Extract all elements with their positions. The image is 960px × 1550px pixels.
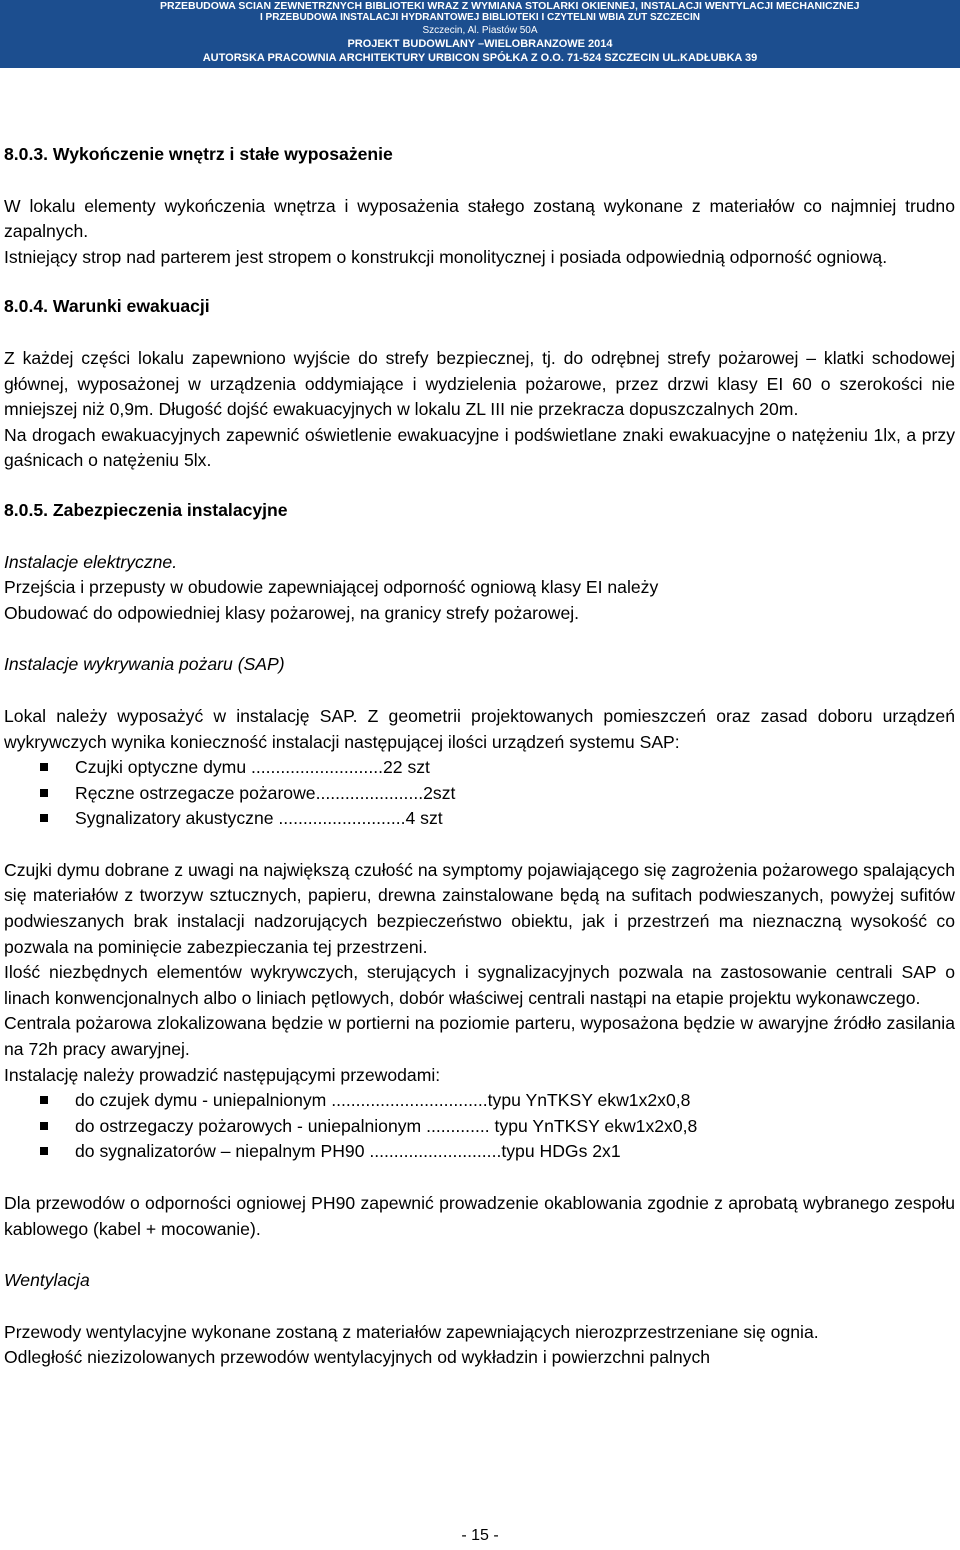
header-company: AUTORSKA PRACOWNIA ARCHITEKTURY URBICON SPÓŁKA Z O.O. 71-524 SZCZECIN UL.KADŁUBKA 39 bbox=[202, 52, 758, 64]
paragraph: W lokalu elementy wykończenia wnętrza i wyposażenia stałego zostaną wykonane z materiałów co najmniej trudno zapalnych. bbox=[4, 195, 955, 242]
page-number: - 15 - bbox=[461, 1527, 499, 1544]
list-item: Czujki optyczne dymu ...........................22 szt bbox=[4, 755, 955, 781]
subsection-title-sap: Instalacje wykrywania pożaru (SAP) bbox=[4, 654, 285, 675]
subsection-title-electrical: Instalacje elektryczne. bbox=[4, 551, 178, 572]
section-heading-803: 8.0.3. Wykończenie wnętrz i stałe wyposażenie bbox=[4, 144, 393, 164]
section-heading-805: 8.0.5. Zabezpieczenia instalacyjne bbox=[4, 499, 288, 520]
paragraph: Obudować do odpowiedniej klasy pożarowej, na granicy strefy pożarowej. bbox=[4, 602, 580, 623]
paragraph: Odległość niezizolowanych przewodów wentylacyjnych od wykładzin i powierzchni palnych bbox=[4, 1347, 711, 1368]
header-project-line-2: I PRZEBUDOWA INSTALACJI HYDRANTOWEJ BIBLIOTEKI I CZYTELNI WBIA ZUT SZCZECIN bbox=[260, 12, 700, 23]
paragraph: Dla przewodów o odporności ogniowej PH90 zapewnić prowadzenie okablowania zgodnie z aprobatą wybranego zespołu kablowego (kabel + mocowanie). bbox=[4, 1193, 955, 1239]
cable-list bbox=[4, 1088, 955, 1165]
section-heading-804: 8.0.4. Warunki ewakuacji bbox=[4, 296, 210, 317]
paragraph: Przewody wentylacyjne wykonane zostaną z materiałów zapewniających nierozprzestrzeniane się ognia. bbox=[4, 1321, 819, 1342]
paragraph: Istniejący strop nad parterem jest stropem o konstrukcji monolitycznej i posiada odpowiednią odporność ogniową. bbox=[4, 246, 888, 267]
document-body bbox=[4, 142, 955, 1371]
paragraph: Czujki dymu dobrane z uwagi na największą czułość na symptomy pojawiającego się zagrożenia pożarowego spalających się materiałów z tworzyw sztucznych, papieru, drewna zainstalowane będą na sufitach podwieszanych, powyżej sufitów podwieszanych brak instalacji nadzorujących bezpieczeństwo obiektu, jak i przestrzeń ma nieznaczną wysokość co pozwala na pominięcie zabezpieczania tej przestrzeni. bbox=[4, 859, 955, 957]
list-item: do ostrzegaczy pożarowych - uniepalnionym ............. typu YnTKSY ekw1x2x0,8 bbox=[4, 1114, 955, 1140]
paragraph: Centrala pożarowa zlokalizowana będzie w portierni na poziomie parteru, wyposażona będzie w awaryjne źródło zasilania na 72h pracy awaryjnej. bbox=[4, 1013, 955, 1060]
header-project-line-1: PRZEBUDOWA SCIAN ZEWNETRZNYCH BIBLIOTEKI WRAZ Z WYMIANA STOLARKI OKIENNEJ, INSTALACJI WENTYLACJI MECHANICZNEJ bbox=[160, 0, 860, 12]
list-item: do czujek dymu - uniepalnionym ................................typu YnTKSY ekw1x2x0,8 bbox=[4, 1088, 955, 1114]
list-item: Ręczne ostrzegacze pożarowe......................2szt bbox=[4, 781, 955, 807]
subsection-title-ventilation: Wentylacja bbox=[4, 1270, 90, 1291]
paragraph: Z każdej części lokalu zapewniono wyjście do strefy bezpiecznej, tj. do odrębnej strefy pożarowej – klatki schodowej głównej, wyposażonej w urządzenia oddymiające i wydzielenia pożarowe, przez drzwi klasy EI 60 o szerokości nie mniejszej niż 0,9m. Długość dojść ewakuacyjnych w lokalu ZL III nie przekracza dopuszczalnych 20m. bbox=[4, 347, 955, 420]
paragraph: Ilość niezbędnych elementów wykrywczych, sterujących i sygnalizacyjnych pozwala na zastosowanie centrali SAP o linach konwencjonalnych albo o liniach pętlowych, dobór właściwej centrali nastąpi na etapie projektu wykonawczego. bbox=[4, 962, 955, 1008]
list-item: Sygnalizatory akustyczne ..........................4 szt bbox=[4, 806, 955, 832]
paragraph: Przejścia i przepusty w obudowie zapewniającej odporność ogniową klasy EI należy bbox=[4, 577, 659, 598]
document-header bbox=[0, 0, 960, 68]
paragraph: Instalację należy prowadzić następującymi przewodami: bbox=[4, 1064, 441, 1085]
list-item: do sygnalizatorów – niepalnym PH90 ...........................typu HDGs 2x1 bbox=[4, 1139, 955, 1165]
device-list bbox=[4, 755, 955, 832]
header-project-type: PROJEKT BUDOWLANY –WIELOBRANZOWE 2014 bbox=[347, 38, 613, 50]
paragraph: Na drogach ewakuacyjnych zapewnić oświetlenie ewakuacyjne i podświetlane znaki ewakuacyjne o natężeniu 1lx, a przy gaśnicach o natężeniu 5lx. bbox=[4, 424, 955, 471]
paragraph: Lokal należy wyposażyć w instalację SAP. Z geometrii projektowanych pomieszczeń oraz zasad doboru urządzeń wykrywczych wynika konieczność instalacji następującej ilości urządzeń systemu SAP: bbox=[4, 705, 955, 752]
header-address: Szczecin, Al. Piastów 50A bbox=[422, 25, 538, 36]
